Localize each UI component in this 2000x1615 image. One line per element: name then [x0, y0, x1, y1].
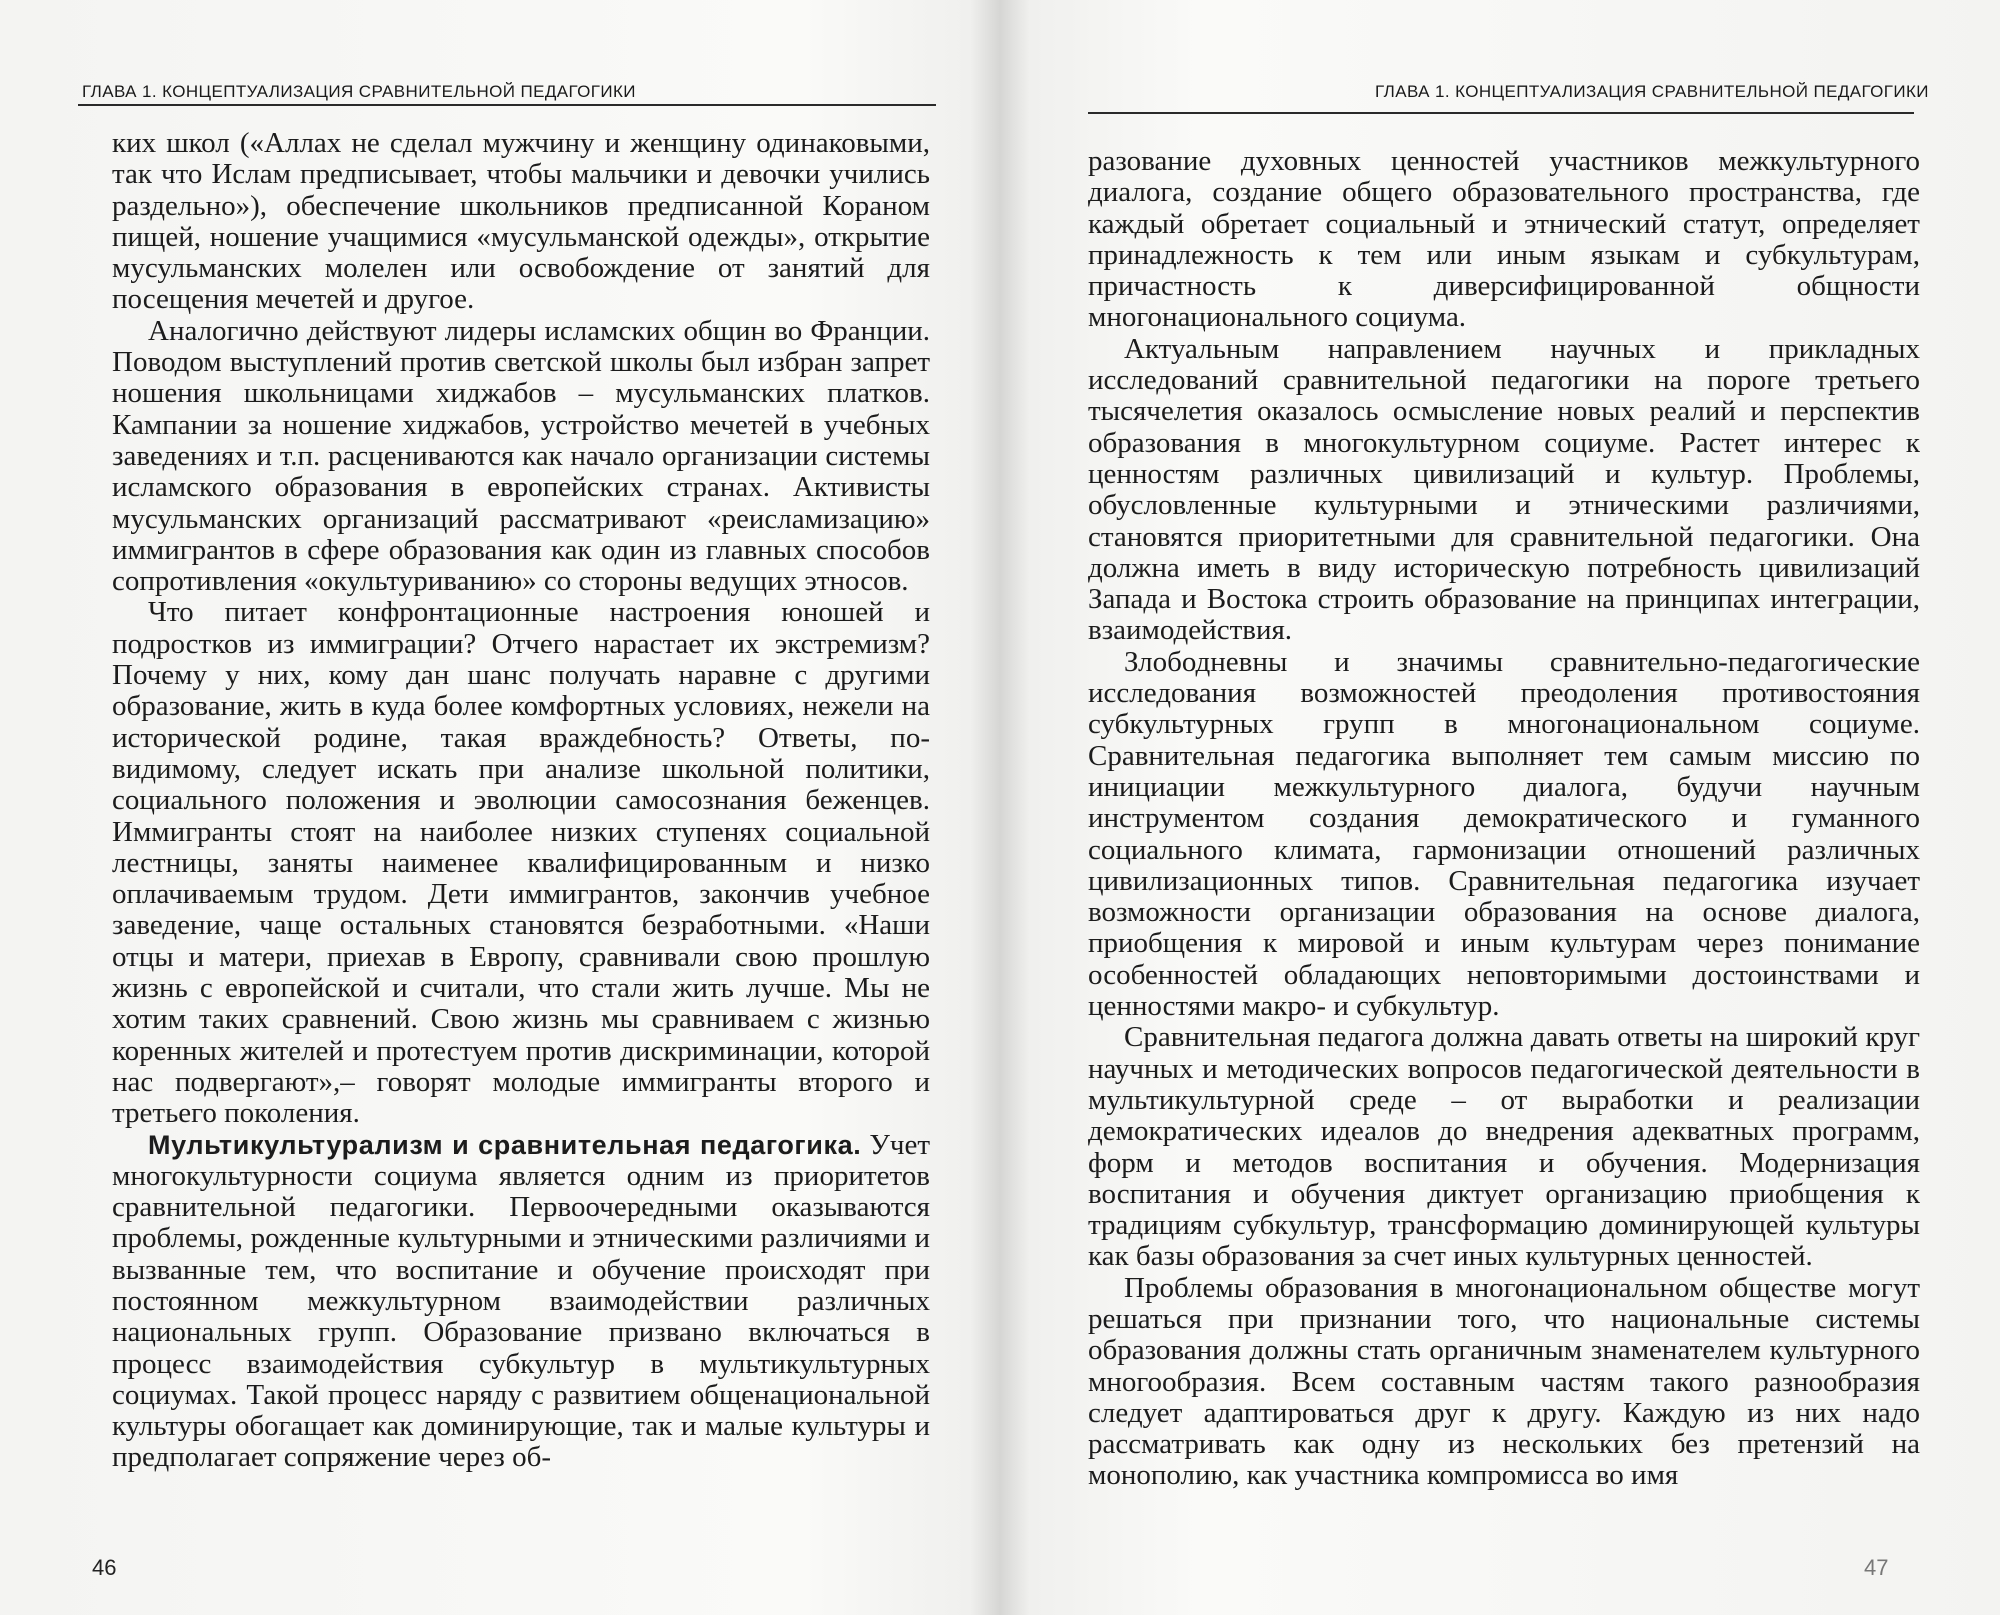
- page-number: 47: [1864, 1555, 1889, 1580]
- paragraph: Актуальным направлением научных и прикладных исследований сравнительной педагогики на пороге третьего тысячелетия оказалось осмысление новых реалий и перспектив образования в многокультурном социуме. Растет интерес к ценностям различных цивилизаций и культур. Проблемы, обусловленные культурными и этническими различиями, становятся приоритетными для сравнительной педагогики. Она должна иметь в виду историческую потребность цивилизаций Запада и Востока строить образование на принципах интеграции, взаимодействия.: [1088, 332, 1920, 647]
- paragraph: ких школ («Аллах не сделал мужчину и женщину одинаковыми, так что Ислам предписывает, чтобы мальчики и девочки учились раздельно»), обеспечение школьников предписанной Кораном пищей, ношение учащимися «мусульманской одежды», открытие мусульманских молелен или освобождение от занятий для посещения мечетей и другое.: [112, 127, 930, 316]
- header-rule: [1088, 112, 1914, 114]
- header-rule: [78, 104, 936, 106]
- section-text: Учет многокультурности социума является одним из приоритетов сравнительной педагогики. Первоочередными оказываются проблемы, рожденные культурными и этническими различиями и вызванные тем, что воспитание и обучение происходят при постоянном межкультурном взаимодействии различных национальных групп. Образование призвано включаться в процесс взаимодействия субкультур в мультикультурных социумах. Такой процесс наряду с развитием общенациональной культуры обогащает как доминирующие, так и малые культуры и предполагает сопряжение через об-: [112, 1128, 930, 1474]
- right-page: [1000, 0, 2000, 1615]
- body-text: [112, 128, 930, 1474]
- body-text: [1088, 146, 1920, 1492]
- section-paragraph: [112, 1130, 930, 1474]
- running-head: ГЛАВА 1. КОНЦЕПТУАЛИЗАЦИЯ СРАВНИТЕЛЬНОЙ ПЕДАГОГИКИ: [82, 82, 636, 101]
- paragraph: разование духовных ценностей участников межкультурного диалога, создание общего образовательного пространства, где каждый обретает социальный и этнический статут, определяет принадлежность к тем или иным языкам и субкультурам, причастность к диверсифицированной общности многонационального социума.: [1088, 145, 1920, 334]
- paragraph: Сравнительная педагога должна давать ответы на широкий круг научных и методических вопросов педагогической деятельности в мультикультурной среде – от выработки и реализации демократических идеалов до внедрения адекватных программ, форм и методов воспитания и обучения. Модернизация воспитания и обучения диктует организацию приобщения к традициям субкультур, трансформацию доминирующей культуры как базы образования за счет иных культурных ценностей.: [1088, 1021, 1920, 1273]
- running-head: ГЛАВА 1. КОНЦЕПТУАЛИЗАЦИЯ СРАВНИТЕЛЬНОЙ ПЕДАГОГИКИ: [1375, 82, 1929, 101]
- paragraph: Аналогично действуют лидеры исламских общин во Франции. Поводом выступлений против светской школы был избран запрет ношения школьницами хиджабов – мусульманских платков. Кампании за ношение хиджабов, устройство мечетей в учебных заведениях и т.п. расцениваются как начало организации системы исламского образования в европейских странах. Активисты мусульманских организаций рассматривают «реисламизацию» иммигрантов в сфере образования как один из главных способов сопротивления «окультуриванию» со стороны ведущих этносов.: [112, 314, 930, 598]
- paragraph: Что питает конфронтационные настроения юношей и подростков из иммиграции? Отчего нарастает их экстремизм? Почему у них, кому дан шанс получать наравне с другими образование, жить в куда более комфортных условиях, нежели на исторической родине, такая враждебность? Ответы, по-видимому, следует искать при анализе школьной политики, социального положения и эволюции самосознания беженцев. Иммигранты стоят на наиболее низких ступенях социальной лестницы, заняты наименее квалифицированным и низко оплачиваемым трудом. Дети иммигрантов, закончив учебное заведение, чаще остальных становятся безработными. «Наши отцы и матери, приехав в Европу, сравнивали свою прошлую жизнь с европейской и считали, что стали жить лучше. Мы не хотим таких сравнений. Свою жизнь мы сравниваем с жизнью коренных жителей и протестуем против дискриминации, которой нас подвергают»,– говорят молодые иммигранты второго и третьего поколения.: [112, 596, 930, 1130]
- section-heading: Мультикультурализм и сравнительная педагогика.: [148, 1129, 862, 1160]
- page-number: 46: [92, 1555, 117, 1580]
- paragraph: Злободневны и значимы сравнительно-педагогические исследования возможностей преодоления противостояния субкультурных групп в многонациональном социуме. Сравнительная педагогика выполняет тем самым миссию по инициации межкультурного диалога, будучи научным инструментом создания демократического и гуманного социального климата, гармонизации отношений различных цивилизационных типов. Сравнительная педагогика изучает возможности организации образования на основе диалога, приобщения к мировой и иным культурам через понимание особенностей обладающих неповторимыми достоинствами и ценностями макро- и субкультур.: [1088, 645, 1920, 1023]
- paragraph: Проблемы образования в многонациональном обществе могут решаться при признании того, что национальные системы образования должны стать органичным знаменателем культурного многообразия. Всем составным частям такого разнообразия следует адаптироваться друг к другу. Каждую из них надо рассматривать как одну из нескольких без претензий на монополию, как участника компромисса во имя: [1088, 1271, 1920, 1492]
